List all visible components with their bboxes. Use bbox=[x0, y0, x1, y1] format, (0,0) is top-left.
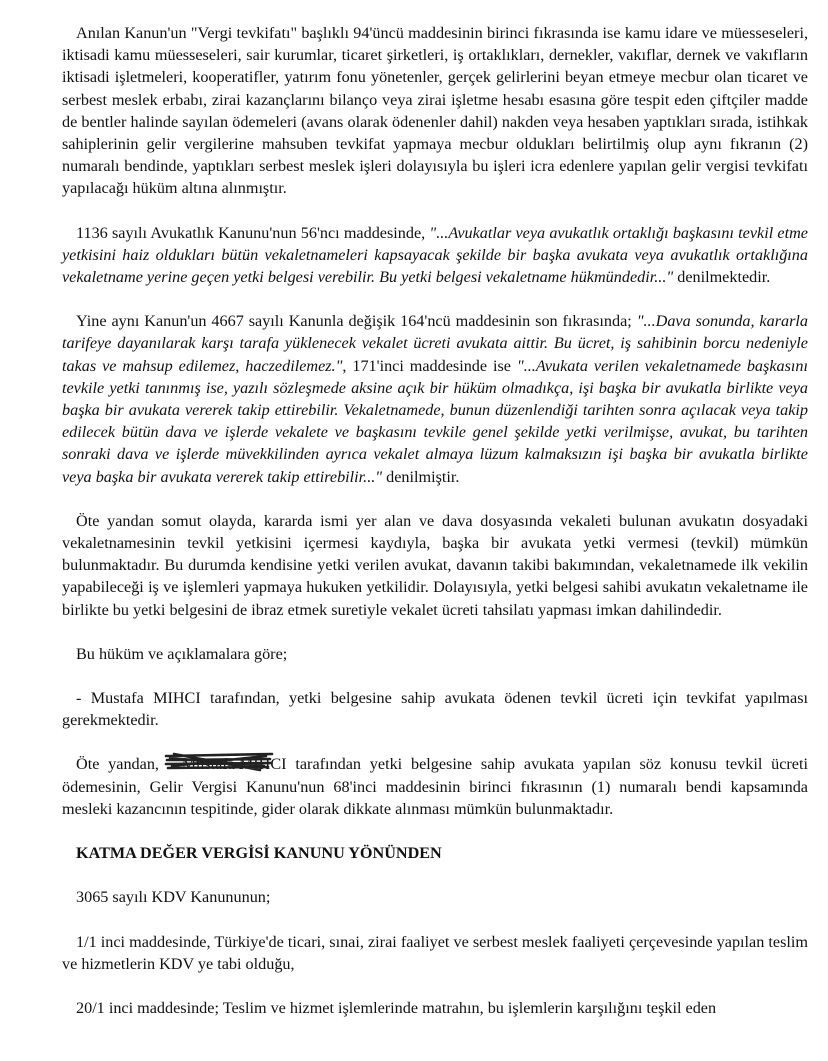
redacted-name: Mustafa MIHCI bbox=[168, 753, 287, 775]
quoted-law-text: "...Avukata verilen vekaletnamede başkasını tevkile yetki tanınmış ise, yazılı sözleşmede aksine açık bir hüküm olmadıkça, işi başka bir avukatla birlikte veya başka bir avukata vererek takip ettirebilir. Vekaletnamede, bunun düzenlendiği tarihten sonra açılacak veya takip edilecek bütün dava ve işlerde vekalete ve başkasını tevkile genel şekilde yetki verilmişse, avukat, bu tarihten sonraki dava ve işlerde müvekkilinden ayrıca vekalet almaya lüzum kalmaksızın işi başka bir avukatla birlikte veya başka bir avukata vererek takip ettirebilir..." bbox=[62, 356, 808, 486]
paragraph-vat-article-20: 20/1 inci maddesinde; Teslim ve hizmet işlemlerinde matrahın, bu işlemlerin karşılığını teşkil eden bbox=[76, 998, 717, 1017]
paragraph-conclusion-intro: Bu hüküm ve açıklamalara göre; bbox=[76, 644, 288, 663]
paragraph-withholding-required: - Mustafa MIHCI tarafından, yetki belgesine sahip avukata ödenen tevkil ücreti için tevkifat yapılması gerekmektedir. bbox=[62, 689, 808, 730]
paragraph-withholding-article-94: Anılan Kanun'un "Vergi tevkifatı" başlıklı 94'üncü maddesinin birinci fıkrasında ise kamu idare ve müesseseleri, iktisadi kamu müesseseleri, sair kurumlar, ticaret şirketleri, iş ortaklıkları, dernekler, vakıflar, dernek ve vakıfların iktisadi işletmeleri, kooperatifler, yatırım fonu yönetenler, gerçek gelirlerini beyan etmeye mecbur olan ticaret ve serbest meslek erbabı, zirai kazançlarını bilanço veya zirai işletme hesabı esasına göre tespit eden çiftçiler madde de bentler halinde sayılan ödemeleri (avans olarak ödenenler dahil) nakden veya hesaben yaptıkları sırada, istihkak sahiplerinin gelir vergilerine mahsuben tevkifat yapmaya mecbur oldukları belirtilmiş olup aynı fıkranın (2) numaralı bendinde, yaptıkları serbest meslek işleri dolayısıyla bu işleri icra edenlere yapılan gelir vergisi tevkifatı yapılacağı hüküm altına alınmıştır. bbox=[62, 24, 808, 198]
paragraph-expense-deduction bbox=[62, 753, 808, 820]
paragraph-text: denilmiştir. bbox=[382, 467, 460, 486]
paragraph-concrete-case: Öte yandan somut olayda, kararda ismi yer alan ve dava dosyasında vekaleti bulunan avukatın dosyadaki vekaletnamesinin tevkil yetkisini içermesi kaydıyla, başka bir avukata yetki vermesi (tevkil) mümkün bulunmaktadır. Bu durumda kendisine yetki verilen avukat, davanın takibi bakımından, vekaletnamede ilk vekilin yapabileceği iş ve işlemleri yapmaya hukuken yetkilidir. Dolayısıyla, yetki belgesi sahibi avukatın vekaletname ile birlikte bu yetki belgesini de ibraz etmek suretiyle vekalet ücreti tahsilatı yapması imkan dahilindedir. bbox=[62, 511, 808, 619]
paragraph-text: Öte yandan, bbox=[76, 755, 168, 774]
section-heading-vat: KATMA DEĞER VERGİSİ KANUNU YÖNÜNDEN bbox=[76, 844, 442, 863]
paragraph-attorney-law-164-171 bbox=[62, 310, 808, 488]
paragraph-text: tarafından yetki belgesine sahip avukata yapılan söz konusu tevkil ücreti ödemesinin, Gelir Vergisi Kanunu'nun 68'inci maddesinin birinci fıkrasının (1) numaralı bendi kapsamında mesleki kazancının tespitinde, gider olarak dikkate alınması mümkün bulunmaktadır. bbox=[62, 755, 808, 818]
paragraph-text: 1136 sayılı Avukatlık Kanunu'nun 56'ncı maddesinde, bbox=[76, 223, 430, 242]
paragraph-text: , 171'inci maddesinde ise bbox=[342, 356, 517, 375]
paragraph-text: Yine aynı Kanun'un 4667 sayılı Kanunla değişik 164'ncü maddesinin son fıkrasında; bbox=[76, 312, 637, 331]
paragraph-attorney-law-56 bbox=[62, 222, 808, 289]
paragraph-vat-law: 3065 sayılı KDV Kanununun; bbox=[76, 888, 271, 907]
quoted-law-text: "...Dava sonunda, kararla tarifeye dayanılarak karşı tarafa yüklenecek vekalet ücreti avukata aittir. Bu ücret, iş sahibinin borcu nedeniyle takas ve mahsup edilemez, haczedilemez." bbox=[62, 312, 808, 375]
paragraph-vat-article-1: 1/1 inci maddesinde, Türkiye'de ticari, sınai, zirai faaliyet ve serbest meslek faaliyeti çerçevesinde yapılan teslim ve hizmetlerin KDV ye tabi olduğu, bbox=[62, 932, 808, 973]
paragraph-text: denilmektedir. bbox=[673, 268, 771, 287]
quoted-law-text: "...Avukatlar veya avukatlık ortaklığı başkasını tevkil etme yetkisini haiz oldukları bütün vekaletnameleri kapsayacak şekilde bir başka avukata veya avukatlık ortaklığına vekaletname yerine geçen yetki belgesi verebilir. Bu yetki belgesi vekaletname hükmündedir..." bbox=[62, 223, 808, 287]
